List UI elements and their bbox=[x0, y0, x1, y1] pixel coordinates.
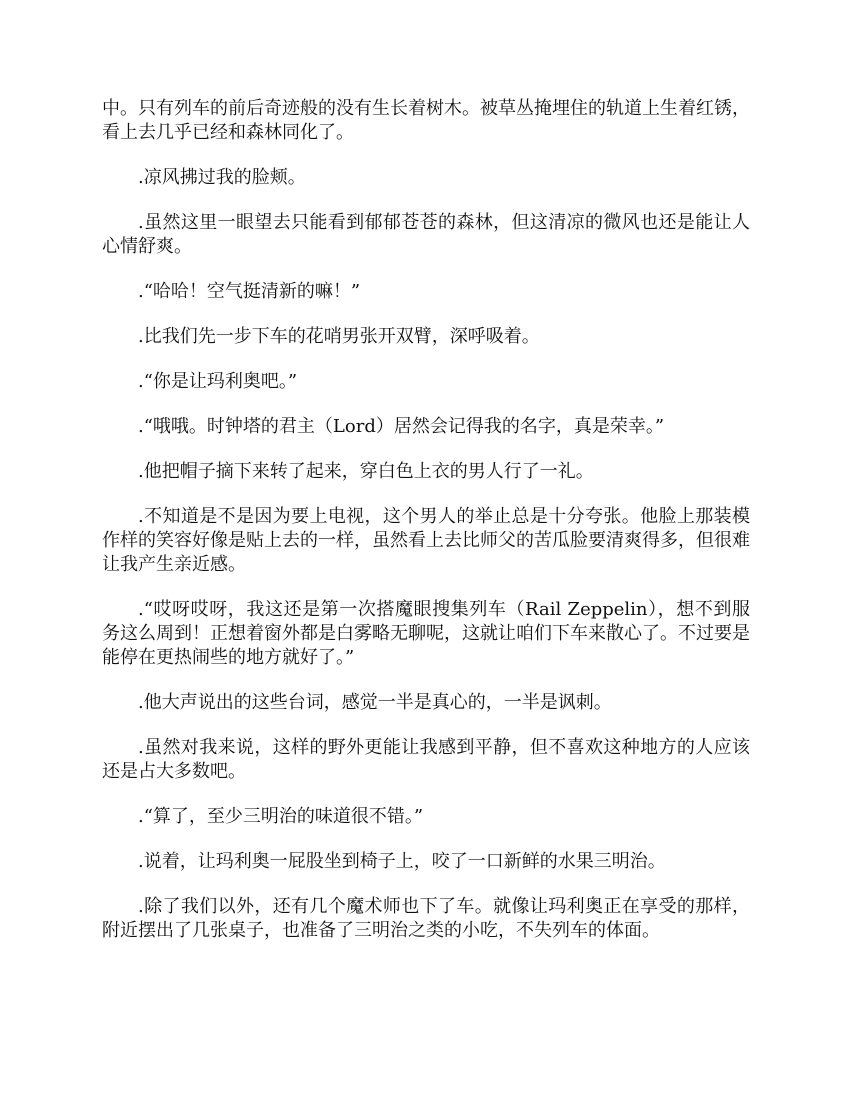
paragraph: .“哈哈！空气挺清新的嘛！” bbox=[138, 281, 361, 302]
paragraph: .“算了，至少三明治的味道很不错。” bbox=[138, 806, 424, 827]
paragraph: .虽然这里一眼望去只能看到郁郁苍苍的森林，但这清凉的微风也还是能让人心情舒爽。 bbox=[102, 212, 750, 257]
paragraph: .虽然对我来说，这样的野外更能让我感到平静，但不喜欢这种地方的人应该还是占大多数吧。 bbox=[102, 737, 750, 782]
document-page bbox=[102, 97, 750, 964]
paragraph: .比我们先一步下车的花哨男张开双臂，深呼吸着。 bbox=[138, 326, 540, 347]
paragraph: .“哎呀哎呀，我这还是第一次搭魔眼搜集列车（Rail Zeppelin），想不到服务这么周到！正想着窗外都是白雾略无聊呢，这就让咱们下车来散心了。不过要是能停在更热闹些的地方就好了。” bbox=[102, 599, 750, 668]
paragraph: .他把帽子摘下来转了起来，穿白色上衣的男人行了一礼。 bbox=[138, 461, 594, 482]
paragraph: .除了我们以外，还有几个魔术师也下了车。就像让玛利奥正在享受的那样，附近摆出了几张桌子，也准备了三明治之类的小吃，不失列车的体面。 bbox=[102, 896, 750, 941]
paragraph: .“你是让玛利奥吧。” bbox=[138, 371, 298, 392]
paragraph: .他大声说出的这些台词，感觉一半是真心的，一半是讽刺。 bbox=[138, 692, 612, 713]
paragraph: 中。只有列车的前后奇迹般的没有生长着树木。被草丛掩埋住的轨道上生着红锈，看上去几乎已经和森林同化了。 bbox=[102, 98, 750, 143]
paragraph: .不知道是不是因为要上电视，这个男人的举止总是十分夸张。他脸上那装模作样的笑容好像是贴上去的一样，虽然看上去比师父的苦瓜脸要清爽得多，但很难让我产生亲近感。 bbox=[102, 506, 750, 575]
paragraph: .说着，让玛利奥一屁股坐到椅子上，咬了一口新鲜的水果三明治。 bbox=[138, 851, 666, 872]
paragraph: .凉风拂过我的脸颊。 bbox=[138, 167, 306, 188]
paragraph: .“哦哦。时钟塔的君主（Lord）居然会记得我的名字，真是荣幸。” bbox=[138, 416, 665, 437]
